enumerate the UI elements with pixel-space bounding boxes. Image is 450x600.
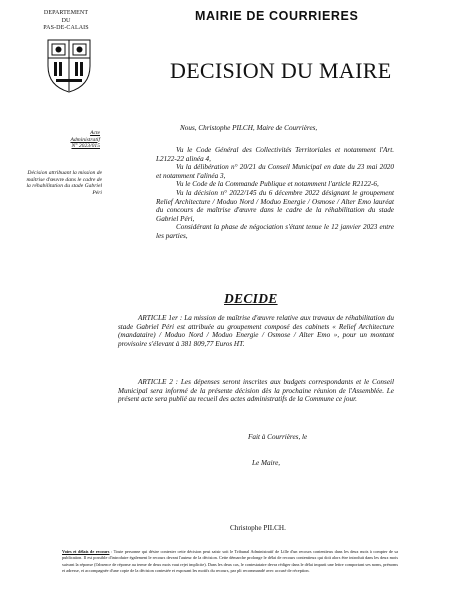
department-line: DEPARTEMENT bbox=[43, 10, 89, 16]
acte-block bbox=[30, 130, 100, 150]
mairie-heading: MAIRIE DE COURRIERES bbox=[195, 9, 359, 23]
article-text: ARTICLE 2 : Les dépenses seront inscrites aux budgets correspondants et le Conseil Municipal sera informé de la présente décision dès la prochaine réunion de l'Assemblée. Le présent acte sera publié au recueil des actes administratifs de la Commune ce jour. bbox=[118, 378, 394, 404]
department-block bbox=[30, 10, 102, 33]
legal-footer bbox=[62, 549, 398, 574]
considerant: Vu la décision n° 2022/145 du 6 décembre 2022 désignant le groupement Relief Architecture / Moduo Nord / Moduo Energie / Osmose / Alter Emo lauréat du concours de maîtrise d'œuvre dans le cadre de la réhabilitation du stade Gabriel Péri, bbox=[156, 188, 394, 223]
considerant: Considérant la phase de négociation s'étant tenue le 12 janvier 2023 entre les parties, bbox=[156, 223, 394, 240]
footer-label: Voies et délais de recours bbox=[62, 549, 110, 554]
article-2 bbox=[118, 378, 394, 404]
side-note-text: Décision attribuant la mission de maîtrise bbox=[26, 170, 102, 183]
footer-text: : Toute personne qui désire contester cette décision peut saisir soit le Tribunal Administratif de Lille d'un recours contentieux dans les deux mois à compter de sa publication. Il est possible d'introduire également le recours devant l'auteur de la décision. Cette démarche prolonge le délai de recours contentieux qui doit alors être introduit dans les deux mois suivant la réponse (l'absence de réponse au terme de deux mois vaut rejet implicite). Dans les deux cas, le contestataire devra rédiger dans le délai imparti une lettre comportant ses noms, prénoms et adresse, et accompagnée d'une copie de la décision contestée et exposant les motifs du recours, par pli recommandé avec accusé de réception. bbox=[62, 549, 398, 573]
article-text: ARTICLE 1er : La mission de maîtrise d'œuvre relative aux travaux de réhabilitation du stade Gabriel Péri est attribuée au groupement composé des cabinets « Relief Architecture (mandataire) / Moduo Nord / Moduo Energie / Osmose / Alter Emo », pour un montant provisoire s'élevant à 381 809,77 Euros HT. bbox=[118, 314, 394, 348]
side-note-text: dans le cadre de la réhabilitation du stade Gabriel Péri bbox=[26, 176, 102, 196]
acte-type: Administratif bbox=[70, 136, 100, 143]
considerants bbox=[156, 146, 394, 241]
decide-heading: DECIDE bbox=[224, 291, 278, 306]
side-note-upright: d'œuvre bbox=[46, 176, 64, 183]
considerant: Vu le Code de la Commande Publique et notamment l'article R2122-6, bbox=[176, 180, 379, 189]
considerant: Vu la délibération n° 20/21 du Conseil Municipal en date du 23 mai 2020 et notamment l'alinéa 3, bbox=[156, 163, 394, 180]
signature-place-date: Fait à Courrières, le bbox=[248, 433, 308, 441]
article-1 bbox=[118, 314, 394, 348]
side-note bbox=[26, 170, 102, 196]
signature-title: Le Maire, bbox=[252, 459, 281, 467]
intro-line: Nous, Christophe PILCH, Maire de Courrières, bbox=[180, 124, 318, 132]
acte-number: N° 2023/015 bbox=[71, 143, 100, 150]
page-title: DECISION DU MAIRE bbox=[170, 58, 392, 83]
signer-name: Christophe PILCH. bbox=[230, 524, 286, 532]
acte-label: Acte bbox=[90, 130, 100, 136]
department-line: PAS-DE-CALAIS bbox=[43, 25, 89, 31]
considerant: Vu le Code Général des Collectivités Territoriales et notamment l'Art. L2122-22 alinéa 4, bbox=[156, 146, 394, 163]
coat-of-arms-icon bbox=[44, 36, 94, 94]
department-line: DU bbox=[61, 17, 71, 24]
